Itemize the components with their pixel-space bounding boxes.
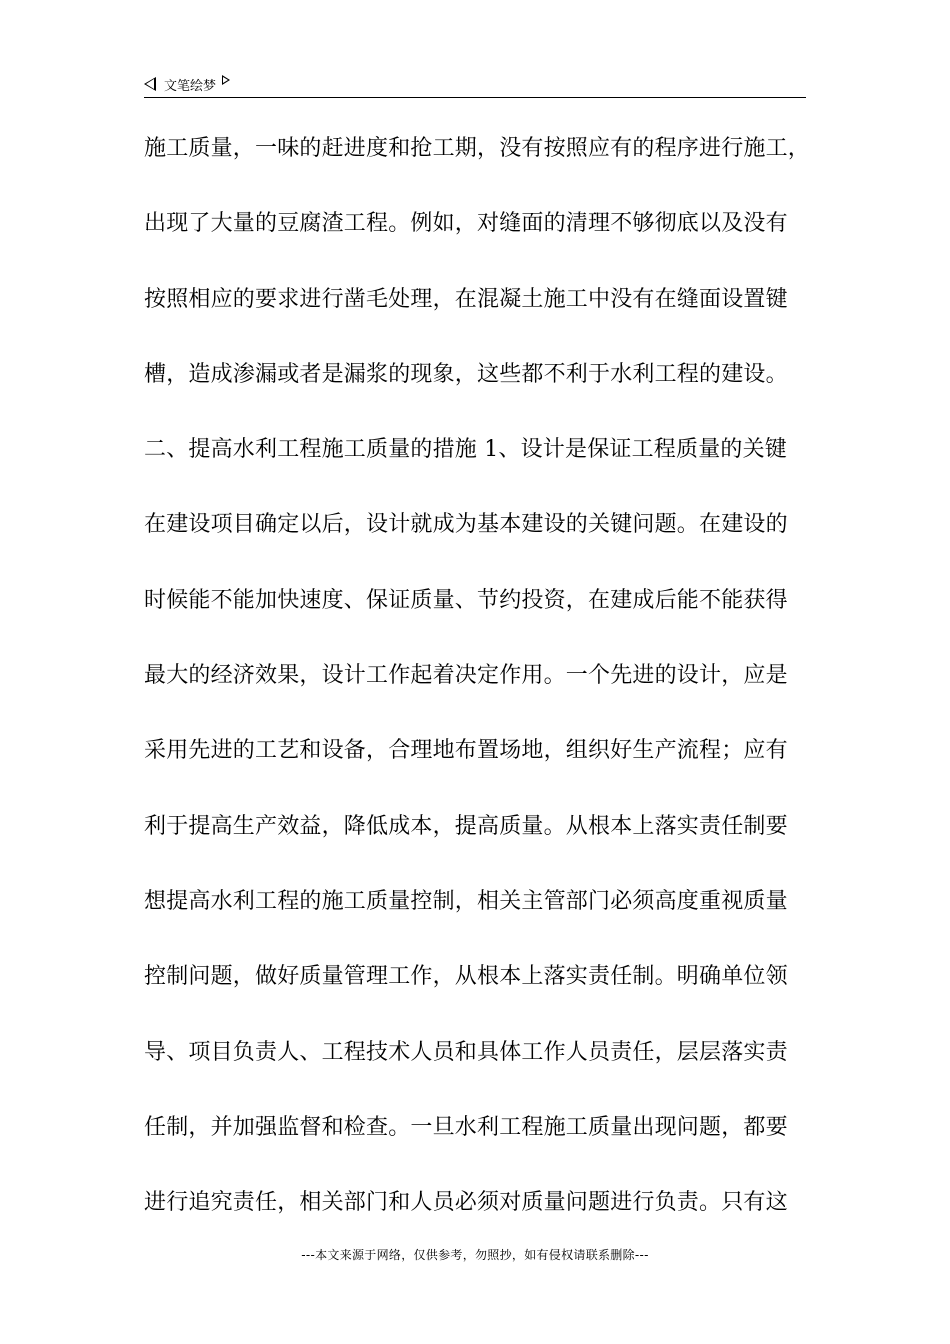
text-line: 利于提高生产效益，降低成本，提高质量。从根本上落实责任制要: [144, 813, 788, 839]
page-header: [144, 72, 806, 96]
triangle-left-icon: [144, 77, 156, 91]
text-line: 控制问题，做好质量管理工作，从根本上落实责任制。明确单位领: [144, 964, 788, 990]
text-line: 导、项目负责人、工程技术人员和具体工作人员责任，层层落实责: [144, 1039, 788, 1065]
text-line: 进行追究责任，相关部门和人员必须对质量问题进行负责。只有这: [144, 1190, 788, 1216]
text-line: 按照相应的要求进行凿毛处理，在混凝土施工中没有在缝面设置键: [144, 286, 788, 312]
text-line: 出现了大量的豆腐渣工程。例如，对缝面的清理不够彻底以及没有: [144, 211, 788, 237]
text-line: 槽，造成渗漏或者是漏浆的现象，这些都不利于水利工程的建设。: [144, 361, 788, 387]
document-body: [144, 126, 824, 1255]
header-title: 文笔绘梦: [164, 78, 217, 94]
triangle-right-icon: [222, 75, 230, 85]
footer-notice: ---本文来源于网络，仅供参考，勿照抄，如有侵权请联系删除---: [301, 1248, 649, 1262]
header-divider: [144, 97, 806, 98]
text-line: 任制，并加强监督和检查。一旦水利工程施工质量出现问题，都要: [144, 1114, 788, 1140]
text-line: 采用先进的工艺和设备，合理地布置场地，组织好生产流程；应有: [144, 738, 788, 764]
text-line: 二、提高水利工程施工质量的措施 1、设计是保证工程质量的关键: [144, 437, 787, 463]
text-line: 想提高水利工程的施工质量控制，相关主管部门必须高度重视质量: [144, 888, 788, 914]
text-line: 时候能不能加快速度、保证质量、节约投资，在建成后能不能获得: [144, 587, 788, 613]
text-line: 最大的经济效果，设计工作起着决定作用。一个先进的设计，应是: [144, 663, 788, 689]
text-line: 施工质量，一味的赶进度和抢工期，没有按照应有的程序进行施工，: [144, 136, 811, 161]
text-line: 在建设项目确定以后，设计就成为基本建设的关键问题。在建设的: [144, 512, 788, 538]
